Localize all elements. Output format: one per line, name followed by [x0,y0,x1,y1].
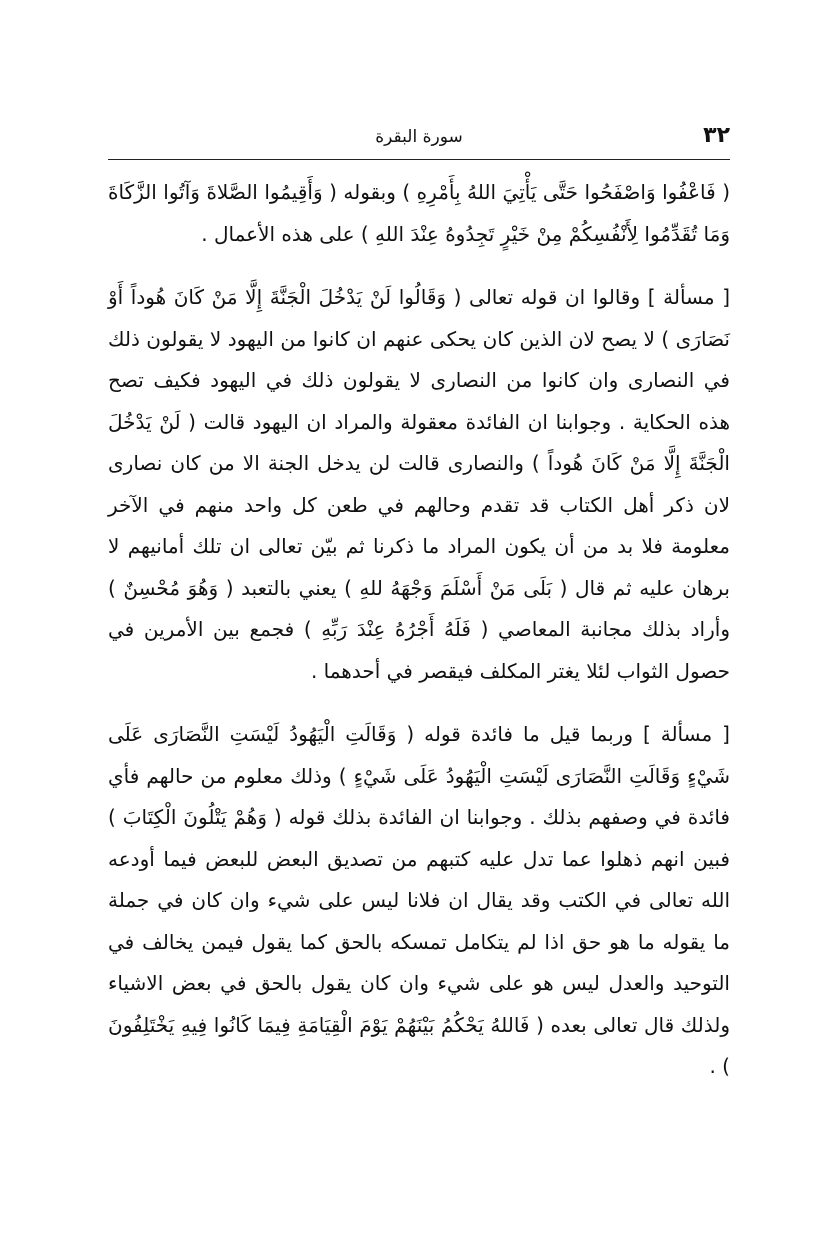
page-body [108,172,730,1110]
surah-title: سورة البقرة [375,127,463,147]
paragraph-3: [ مسألة ] وربما قيل ما فائدة قوله ( وَقَالَتِ الْيَهُودُ لَيْسَتِ النَّصَارَى عَلَى شَيْءٍ وَقَالَتِ النَّصَارَى لَيْسَتِ الْيَهُودُ عَلَى شَيْءٍ ) وذلك معلوم من حالهم فأي فائدة في وصفهم بذلك . وجوابنا ان الفائدة بذلك قوله ( وَهُمْ يَتْلُونَ الْكِتَابَ ) فبين انهم ذهلوا عما تدل عليه كتبهم من تصديق البعض للبعض فيما أودعه الله تعالى في الكتب وقد يقال ان فلانا ليس على شيء وان كان في جملة ما يقوله ما هو حق اذا لم يتكامل تمسكه بالحق كما يقول فيمن يخالف في التوحيد والعدل ليس هو على شيء وان كان يقول بالحق في بعض الاشياء ولذلك قال تعالى بعده ( فَاللهُ يَحْكُمُ بَيْنَهُمْ يَوْمَ الْقِيَامَةِ فِيمَا كَانُوا فِيهِ يَخْتَلِفُونَ ) . [108,722,730,1078]
header-rule [108,159,730,160]
paragraph-1: ( فَاعْفُوا وَاصْفَحُوا حَتَّى يَأْتِيَ اللهُ بِأَمْرِهِ ) وبقوله ( وَأَقِيمُوا الصَّلاةَ وَآتُوا الزَّكَاةَ وَمَا تُقَدِّمُوا لِأَنْفُسِكُمْ مِنْ خَيْرٍ تَجِدُوهُ عِنْدَ اللهِ ) على هذه الأعمال . [108,180,730,246]
page-header [108,123,730,159]
paragraph-2: [ مسألة ] وقالوا ان قوله تعالى ( وَقَالُوا لَنْ يَدْخُلَ الْجَنَّةَ إِلَّا مَنْ كَانَ هُوداً أَوْ نَصَارَى ) لا يصح لان الذين كان يحكى عنهم ان كانوا من اليهود لا يقولون ذلك في النصارى وان كانوا من النصارى لا يقولون ذلك في اليهود فكيف تصح هذه الحكاية . وجوابنا ان الفائدة معقولة والمراد ان اليهود قالت ( لَنْ يَدْخُلَ الْجَنَّةَ إِلَّا مَنْ كَانَ هُوداً ) والنصارى قالت لن يدخل الجنة الا من كان نصارى لان ذكر أهل الكتاب قد تقدم وحالهم في طعن كل واحد منهم في الآخر معلومة فلا بد من أن يكون المراد ما ذكرنا ثم بيّن تعالى ان تلك أمانيهم لا برهان عليه ثم قال ( بَلَى مَنْ أَسْلَمَ وَجْهَهُ للهِ ) يعني بالتعبد ( وَهُوَ مُحْسِنٌ ) وأراد بذلك مجانبة المعاصي ( فَلَهُ أَجْرُهُ عِنْدَ رَبِّهِ ) فجمع بين الأمرين في حصول الثواب لئلا يغتر المكلف فيقصر في أحدهما . [108,285,730,683]
page-number: ٣٢ [703,123,730,148]
